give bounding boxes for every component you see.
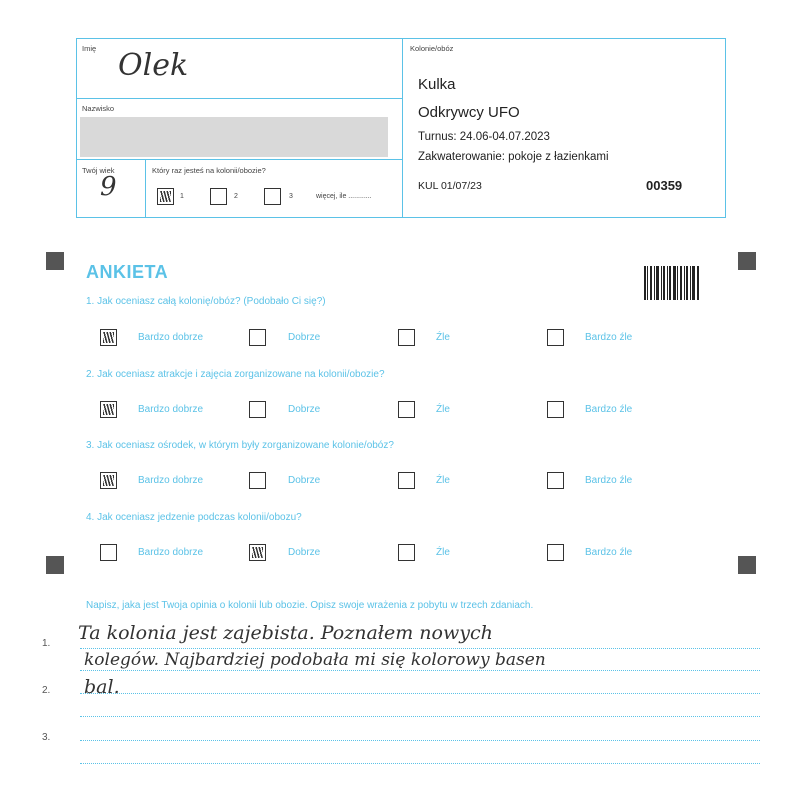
answer-checkbox[interactable] [249, 472, 266, 489]
answer-option-label: Dobrze [288, 547, 321, 558]
divider [145, 159, 146, 217]
times-label: Który raz jesteś na kolonii/obozie? [152, 166, 266, 175]
line-number: 1. [42, 638, 51, 649]
answer-option-label: Bardzo dobrze [138, 332, 204, 343]
registration-marker [738, 252, 756, 270]
writing-line [80, 740, 760, 741]
answer-option-label: Dobrze [288, 332, 321, 343]
question-1: 1. Jak oceniasz całą kolonię/obóz? (Podobało Ci się?) [86, 296, 326, 307]
answer-option-label: Bardzo dobrze [138, 547, 204, 558]
question-3: 3. Jak oceniasz ośrodek, w którym były zorganizowane kolonie/obóz? [86, 440, 394, 451]
camp-label: Kolonie/obóz [410, 44, 454, 53]
handwritten-line-3: bal. [84, 676, 120, 698]
divider [77, 159, 402, 160]
registration-marker [738, 556, 756, 574]
answer-option-label: Źle [436, 404, 450, 415]
barcode-icon [644, 266, 700, 300]
camp-name: Kulka [418, 76, 456, 93]
handwritten-line-2: kolegów. Najbardziej podobała mi się kolorowy basen [84, 650, 546, 670]
name-value: Olek [118, 48, 189, 83]
handwritten-line-1: Ta kolonia jest zajebista. Poznałem nowych [78, 622, 493, 644]
writing-line [80, 763, 760, 764]
answer-checkbox[interactable] [398, 544, 415, 561]
answer-checkbox[interactable] [547, 544, 564, 561]
times-option-label: 1 [180, 193, 184, 200]
answer-option-label: Bardzo dobrze [138, 475, 204, 486]
answer-checkbox[interactable] [398, 329, 415, 346]
term-label: Turnus: [418, 131, 457, 143]
answer-checkbox[interactable] [547, 401, 564, 418]
answer-option-label: Źle [436, 332, 450, 343]
answer-checkbox[interactable] [249, 329, 266, 346]
answer-option-label: Bardzo źle [585, 475, 633, 486]
answer-option-label: Bardzo dobrze [138, 404, 204, 415]
lodging-value: pokoje z łazienkami [508, 151, 609, 163]
answer-checkbox[interactable] [100, 544, 117, 561]
age-label: Twój wiek [82, 166, 115, 175]
writing-line [80, 693, 760, 694]
answer-option-label: Źle [436, 475, 450, 486]
lodging-row [418, 151, 609, 163]
answer-option-label: Dobrze [288, 475, 321, 486]
answer-checkbox[interactable] [547, 472, 564, 489]
times-checkbox-3[interactable] [264, 188, 281, 205]
answer-checkbox[interactable] [398, 401, 415, 418]
divider [77, 98, 402, 99]
term-row [418, 131, 550, 143]
answer-checkbox[interactable] [100, 401, 117, 418]
answer-checkbox[interactable] [100, 329, 117, 346]
form-number: 00359 [646, 178, 683, 193]
line-number: 3. [42, 732, 51, 743]
opinion-prompt: Napisz, jaka jest Twoja opinia o kolonii lub obozie. Opisz swoje wrażenia z pobytu w trzech zdaniach. [86, 600, 534, 611]
writing-line [80, 670, 760, 671]
camp-program: Odkrywcy UFO [418, 104, 520, 121]
answer-option-label: Bardzo źle [585, 547, 633, 558]
question-2: 2. Jak oceniasz atrakcje i zajęcia zorganizowane na kolonii/obozie? [86, 369, 385, 380]
answer-option-label: Bardzo źle [585, 332, 633, 343]
times-option-label: 3 [289, 193, 293, 200]
name-label: Imię [82, 44, 97, 53]
ref-code: KUL 01/07/23 [418, 180, 482, 192]
divider [402, 39, 403, 217]
redacted-surname [80, 117, 388, 157]
registration-marker [46, 556, 64, 574]
writing-line [80, 716, 760, 717]
answer-checkbox[interactable] [249, 544, 266, 561]
answer-checkbox[interactable] [249, 401, 266, 418]
times-checkbox-2[interactable] [210, 188, 227, 205]
writing-line [80, 648, 760, 649]
answer-checkbox[interactable] [398, 472, 415, 489]
answer-option-label: Źle [436, 547, 450, 558]
registration-marker [46, 252, 64, 270]
age-value: 9 [100, 172, 117, 202]
lodging-label: Zakwaterowanie: [418, 151, 505, 163]
survey-title: ANKIETA [86, 262, 169, 282]
answer-option-label: Bardzo źle [585, 404, 633, 415]
times-option-label: 2 [234, 193, 238, 200]
question-4: 4. Jak oceniasz jedzenie podczas kolonii/obozu? [86, 512, 302, 523]
line-number: 2. [42, 685, 51, 696]
answer-checkbox[interactable] [547, 329, 564, 346]
term-value: 24.06-04.07.2023 [459, 131, 550, 143]
times-more-label: więcej, ile ............ [316, 193, 372, 200]
answer-checkbox[interactable] [100, 472, 117, 489]
surname-label: Nazwisko [82, 104, 115, 113]
answer-option-label: Dobrze [288, 404, 321, 415]
times-checkbox-1[interactable] [157, 188, 174, 205]
